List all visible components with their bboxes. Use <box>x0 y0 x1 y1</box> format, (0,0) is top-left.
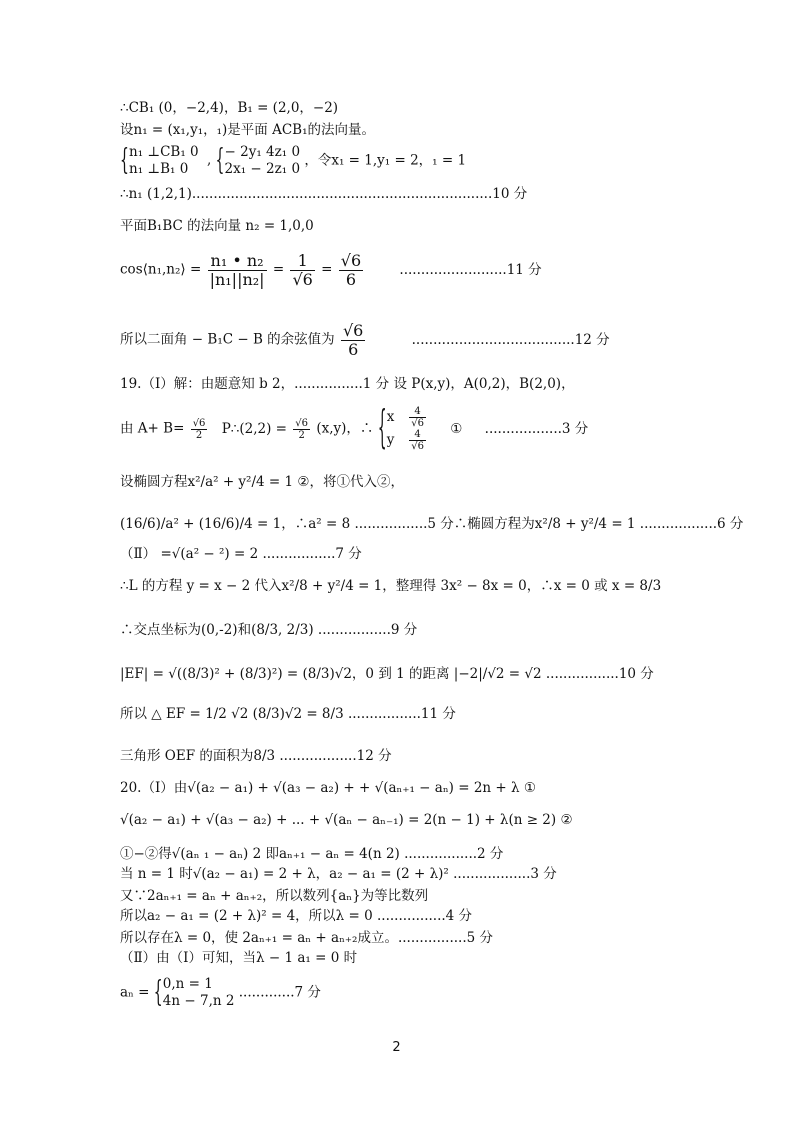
system-row-3: − 2y₁ 4z₁ 0 <box>224 144 301 160</box>
problem-19-header: 19.（Ⅰ）解：由题意知 b 2，................1 分 设 P(x,y)，A(0,2)，B(2,0)， <box>120 376 575 392</box>
solution-line-19-vector-eq: 由 A+ B= $\frac{√6}{2}$ P∴(2,2) = $\frac{√6}{2}$ (x,y)，∴ { x $\frac{4}{√6}$ y $\frac{4}{√6}$ ① ..................3 分 <box>120 403 589 455</box>
solution-line-system-equations: { n₁ ⊥CB₁ 0 n₁ ⊥B₁ 0 , { − 2y₁ 4z₁ 0 2x₁ − 2z₁ 0 ，令x₁ = 1,y₁ = 2，₁ = 1 <box>120 144 467 178</box>
solution-line-n1-result: ∴n₁ (1,2,1)......................................................................10 分 <box>120 186 528 202</box>
solution-line-20-diff: ①−②得√(aₙ ₁ − aₙ) 2 即aₙ₊₁ − aₙ = 4(n 2) .................2 分 <box>120 846 504 862</box>
solution-line-20-lambda: 所以a₂ − a₁ = (2 + λ)² = 4，所以λ = 0 ................4 分 <box>120 908 473 924</box>
solution-line-an-piecewise: aₙ = { 0,n = 1 4n − 7,n 2 .............7 分 <box>120 976 321 1010</box>
system-brace-left: { n₁ ⊥CB₁ 0 n₁ ⊥B₁ 0 <box>120 144 199 178</box>
solution-line-n2-vector: 平面B₁BC 的法向量 n₂ = 1,0,0 <box>120 218 314 234</box>
system-brace-right: { − 2y₁ 4z₁ 0 2x₁ − 2z₁ 0 <box>215 144 301 178</box>
problem-20-header: 20.（Ⅰ）由√(a₂ − a₁) + √(a₃ − a₂) + + √(aₙ₊₁ − aₙ) = 2n + λ ① <box>120 780 536 796</box>
solution-line-19-part2: （Ⅱ） =√(a² − ²) = 2 .................7 分 <box>120 546 362 562</box>
solution-line-cosine: cos⟨n₁,n₂⟩ = $\frac{\text{n₁ • n₂}}{\text{|n₁||n₂|}}$ = $\frac{1}{√6}$ = $\frac{√6}{6}$ .........................11 分 <box>120 251 542 289</box>
system-assignment: ，令x₁ = 1,y₁ = 2，₁ = 1 <box>304 152 467 169</box>
cosine-prefix: cos⟨n₁,n₂⟩ = <box>120 261 202 278</box>
dihedral-fraction: $\frac{√6}{6}$ <box>342 321 364 359</box>
solution-line-20-sequence: 又∵2aₙ₊₁ = aₙ + aₙ₊₂，所以数列{aₙ}为等比数列 <box>120 888 429 904</box>
solution-line-20-eq2: √(a₂ − a₁) + √(a₃ − a₂) + ... + √(aₙ − aₙ₋₁) = 2(n − 1) + λ(n ≥ 2) ② <box>120 812 573 828</box>
solution-line-triangle-area: 三角形 OEF 的面积为8/3 ..................12 分 <box>120 748 392 764</box>
solution-line-dihedral-angle: 所以二面角 − B₁C − B 的余弦值为 $\frac{√6}{6}$ ......................................12 分 <box>120 321 610 359</box>
system-row-1: n₁ ⊥CB₁ 0 <box>129 144 199 160</box>
solution-line-normal-vector-def: 设n₁ = (x₁,y₁，₁)是平面 ACB₁的法向量。 <box>120 122 376 138</box>
xy-system: { x $\frac{4}{√6}$ y $\frac{4}{√6}$ <box>377 403 424 455</box>
cosine-fraction-1: $\frac{\text{n₁ • n₂}}{\text{|n₁||n₂|}}$ <box>209 251 265 289</box>
page-number: 2 <box>392 1040 401 1055</box>
cosine-score: .........................11 分 <box>399 261 542 278</box>
solution-line-ellipse-result: (16/6)/a² + (16/6)/4 = 1，∴a² = 8 .................5 分∴椭圆方程为x²/8 + y²/4 = 1 ..................6 分 <box>120 516 744 532</box>
piecewise-brace: { 0,n = 1 4n − 7,n 2 <box>153 976 235 1010</box>
solution-line-20-n1: 当 n = 1 时√(a₂ − a₁) = 2 + λ，a₂ − a₁ = (2 + λ)² ..................3 分 <box>120 866 557 882</box>
solution-line-ef-length: |EF| = √((8/3)² + (8/3)²) = (8/3)√2，0 到 1 的距离 |−2|/√2 = √2 .................10 分 <box>120 666 654 682</box>
cosine-fraction-3: $\frac{√6}{6}$ <box>340 251 362 289</box>
solution-line-20-exists: 所以存在λ = 0，使 2aₙ₊₁ = aₙ + aₙ₊₂成立。................5 分 <box>120 930 493 946</box>
solution-line-intersection: ∴交点坐标为(0,-2)和(8/3, 2/3) .................9 分 <box>120 622 418 638</box>
system-row-2: n₁ ⊥B₁ 0 <box>129 160 189 177</box>
system-row-4: 2x₁ − 2z₁ 0 <box>224 160 301 177</box>
solution-line-area-calc: 所以 △ EF = 1/2 √2 (8/3)√2 = 8/3 .................11 分 <box>120 706 456 722</box>
solution-line-line-l: ∴L 的方程 y = x − 2 代入x²/8 + y²/4 = 1，整理得 3x² − 8x = 0，∴x = 0 或 x = 8/3 <box>120 578 662 594</box>
solution-line-20-part2: （Ⅱ）由（Ⅰ）可知，当λ − 1 a₁ = 0 时 <box>120 950 358 966</box>
solution-line-cb1-vector: ∴CB₁ (0，−2,4)，B₁ = (2,0，−2) <box>120 100 339 116</box>
cosine-fraction-2: $\frac{1}{√6}$ <box>292 251 313 289</box>
solution-line-ellipse-eq: 设椭圆方程x²/a² + y²/4 = 1 ②，将①代入②， <box>120 474 404 490</box>
